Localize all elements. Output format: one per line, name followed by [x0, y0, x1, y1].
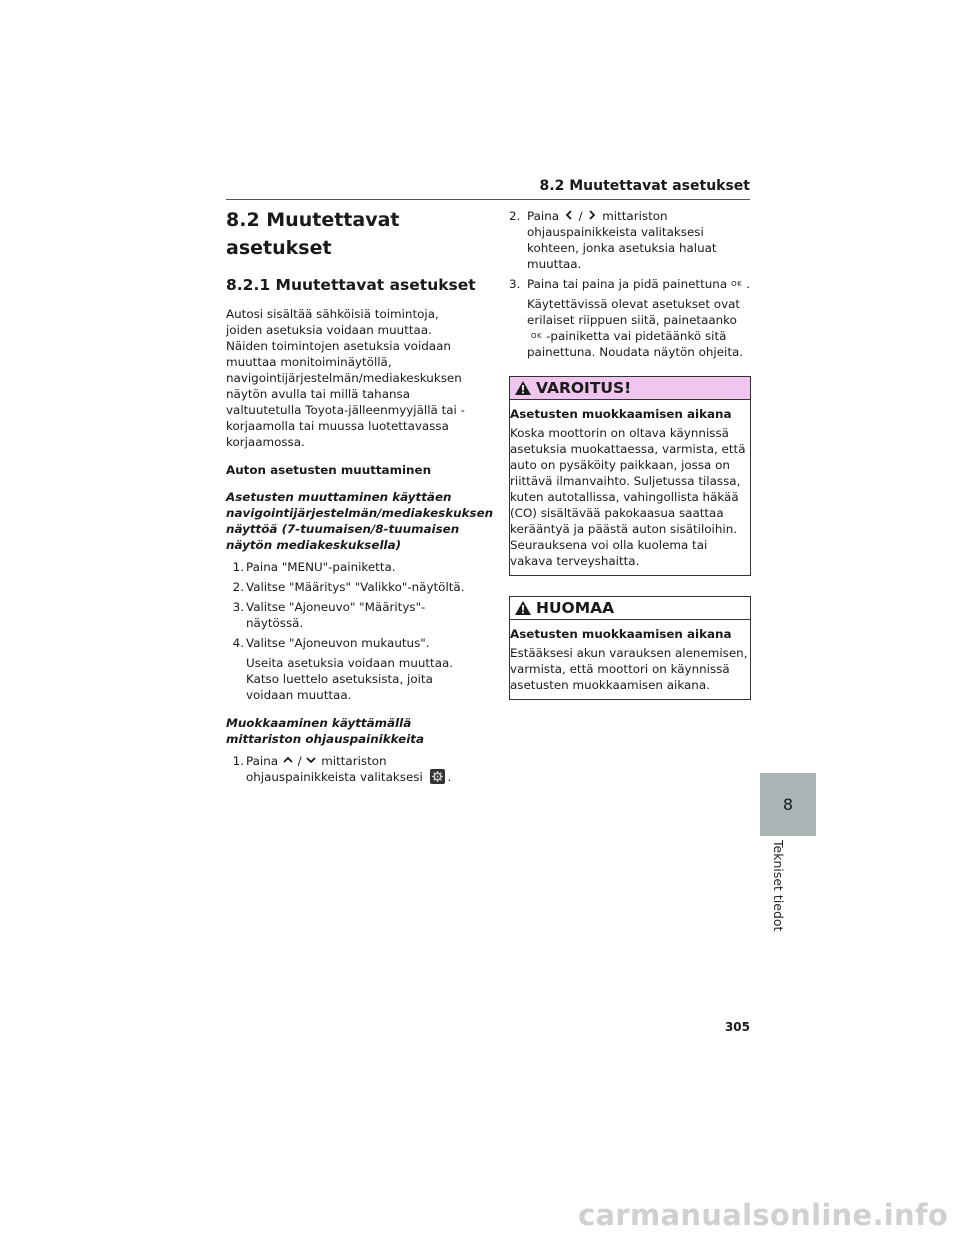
step-number: 4.	[232, 636, 244, 650]
warning-header	[510, 377, 750, 400]
step-number: 3.	[232, 600, 244, 614]
left-column	[226, 206, 494, 789]
notice-text: Estääksesi akun varauksen alenemisen, varmista, että moottori on käynnissä asetusten muokkaamisen aikana.	[510, 646, 748, 692]
step-number: 2.	[232, 580, 244, 594]
notice-body	[510, 620, 750, 699]
notice-header	[510, 597, 750, 620]
notice-title: HUOMAA	[536, 599, 615, 617]
note-text-b: -painiketta vai pidetäänkö sitä painettuna. Noudata näytön ohjeita.	[527, 329, 744, 359]
section-title: 8.2 Muutettavat asetukset	[226, 209, 400, 259]
running-header: 8.2 Muutettavat asetukset	[539, 178, 750, 194]
ok-button-icon: OK	[531, 332, 543, 340]
nav-heading: Asetusten muuttaminen käyttäen navigointijärjestelmän/mediakeskuksen näyttöä (7-tuumaisen/8-tuumaisen näytön mediakeskuksella)	[226, 490, 494, 552]
intro-paragraph: Autosi sisältää sähköisiä toimintoja, joiden asetuksia voidaan muuttaa. Näiden toimintojen asetuksia voidaan muuttaa monitoiminäytöllä, navigointijärjestelmän/mediakeskuksen näytön avulla tai millä tahansa valtuutetulla Toyota-jälleenmyyjällä tai -korjaamolla tai muussa luotettavassa korjaamossa.	[226, 307, 465, 449]
step-text-pre: Paina tai paina ja pidä painettuna	[527, 277, 728, 291]
nav-step-4	[226, 635, 476, 651]
settings-gear-icon	[430, 769, 445, 784]
step-number: 1.	[232, 560, 244, 574]
nav-step-2	[226, 579, 476, 595]
warning-body	[510, 400, 750, 575]
notice-heading: Asetusten muokkaamisen aikana	[510, 627, 732, 641]
step-number: 2.	[509, 209, 521, 223]
step-text-end: .	[447, 770, 452, 784]
meter-step-1	[226, 753, 476, 785]
vehicle-settings-heading: Auton asetusten muuttaminen	[226, 463, 432, 477]
chapter-tab: 8	[760, 773, 816, 836]
step-text-pre: Paina	[527, 209, 560, 223]
notice-box	[509, 596, 751, 700]
right-column	[509, 208, 751, 720]
chevron-right-icon	[586, 209, 598, 221]
chevron-down-icon	[305, 754, 317, 766]
meter-step-2	[509, 208, 751, 272]
step-number: 1.	[232, 754, 244, 768]
step-number: 3.	[509, 277, 521, 291]
header-rule	[226, 199, 750, 200]
step-text-end: .	[746, 277, 750, 291]
step-text-mid: mittariston ohjauspainikkeista valitaksesi	[246, 754, 423, 784]
warning-heading: Asetusten muokkaamisen aikana	[510, 407, 732, 421]
chevron-left-icon	[563, 209, 575, 221]
nav-step-1	[226, 559, 476, 575]
step-text: Valitse "Määritys" "Valikko"-näytöltä.	[246, 580, 465, 594]
meter-heading: Muokkaaminen käyttämällä mittariston ohjauspainikkeita	[226, 716, 425, 746]
note-text-a: Käytettävissä olevat asetukset ovat erilaiset riippuen siitä, painetaanko	[527, 297, 741, 327]
subsection-title: 8.2.1 Muutettavat asetukset	[226, 276, 476, 294]
warning-text: Koska moottorin on oltava käynnissä asetuksia muokattaessa, varmista, että auto on pysäköity paikkaan, jossa on riittävä ilmanvaihto. Suljetussa tilassa, kuten autotallissa, vahingollista häkää (CO) sisältävää pakokaasua saattaa kerääntyä ja päästä auton sisätiloihin. Seurauksena voi olla kuolema tai vakava terveyshaitta.	[510, 426, 746, 568]
page-number: 305	[724, 1020, 750, 1034]
chapter-label	[760, 840, 786, 950]
warning-triangle-icon	[514, 380, 532, 396]
step-text: Valitse "Ajoneuvon mukautus".	[246, 636, 430, 650]
notice-triangle-icon	[514, 600, 532, 616]
separator: /	[297, 754, 302, 768]
warning-title: VAROITUS!	[536, 379, 632, 397]
step-text: Paina "MENU"-painiketta.	[246, 560, 396, 574]
step-text-post: mittariston ohjauspainikkeista valitaksesi kohteen, jonka asetuksia haluat muuttaa.	[527, 209, 717, 271]
ok-button-icon: OK	[731, 280, 743, 288]
nav-step-3	[226, 599, 476, 631]
separator: /	[578, 209, 583, 223]
chapter-label-text: Tekniset tiedot	[771, 840, 786, 932]
step-text: Valitse "Ajoneuvo" "Määritys"-näytössä.	[246, 600, 426, 630]
meter-step-3	[509, 276, 751, 292]
nav-step-4-note: Useita asetuksia voidaan muuttaa. Katso luettelo asetuksista, joita voidaan muuttaa.	[246, 656, 454, 702]
watermark: carmanualsonline.info	[578, 1198, 949, 1232]
chevron-up-icon	[282, 754, 294, 766]
step-text-pre: Paina	[246, 754, 279, 768]
meter-step-3-note	[509, 296, 751, 360]
warning-box	[509, 376, 751, 576]
